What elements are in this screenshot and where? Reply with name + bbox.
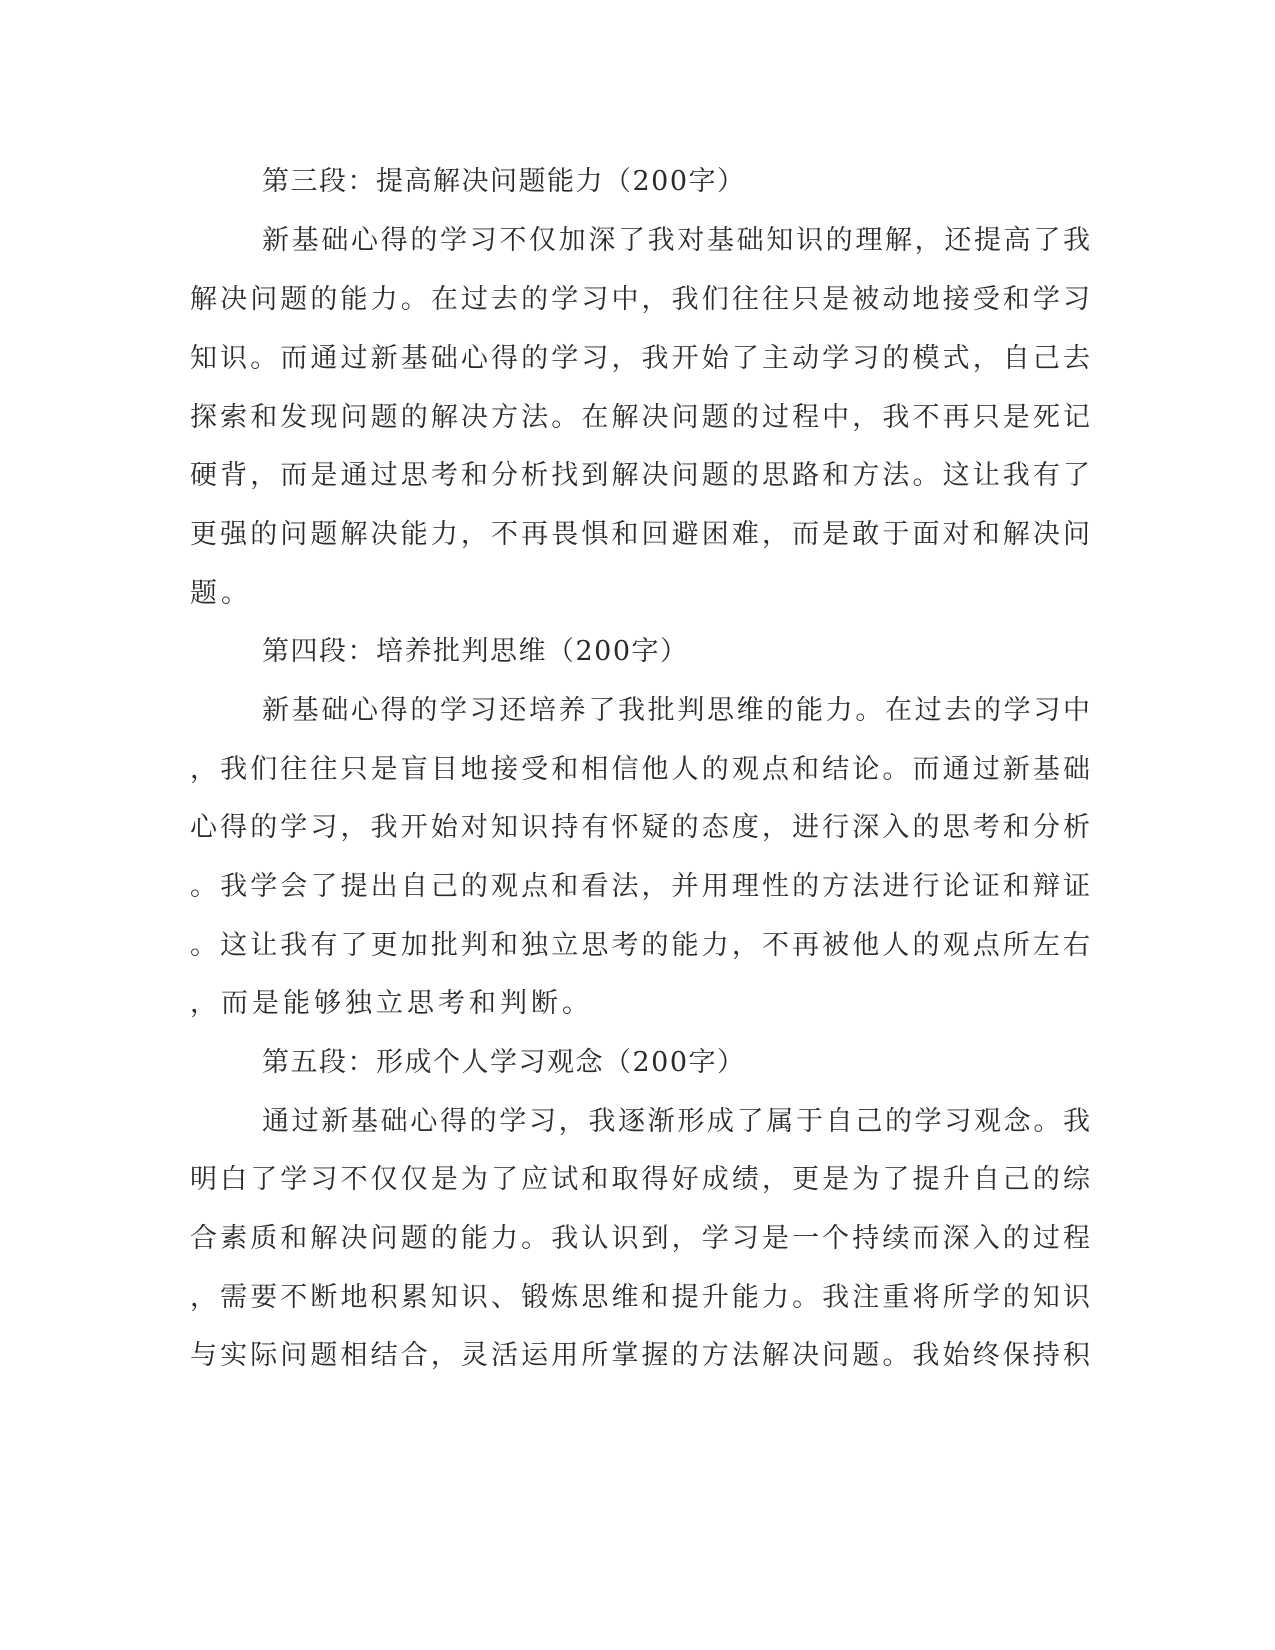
paragraph-line: 心得的学习，我开始对知识持有怀疑的态度，进行深入的思考和分析: [190, 812, 1090, 843]
paragraph-line: 题。: [190, 578, 252, 609]
paragraph-line: ，需要不断地积累知识、锻炼思维和提升能力。我注重将所学的知识: [190, 1282, 1090, 1313]
paragraph-line: 通过新基础心得的学习，我逐渐形成了属于自己的学习观念。我: [262, 1106, 1090, 1137]
paragraph-line: 探索和发现问题的解决方法。在解决问题的过程中，我不再只是死记: [190, 402, 1090, 433]
paragraph-line: 解决问题的能力。在过去的学习中，我们往往只是被动地接受和学习: [190, 284, 1090, 315]
paragraph-line: 知识。而通过新基础心得的学习，我开始了主动学习的模式，自己去: [190, 343, 1090, 374]
paragraph-line: 硬背，而是通过思考和分析找到解决问题的思路和方法。这让我有了: [190, 460, 1090, 491]
paragraph-line: 与实际问题相结合，灵活运用所掌握的方法解决问题。我始终保持积: [190, 1340, 1090, 1371]
paragraph-line: 新基础心得的学习不仅加深了我对基础知识的理解，还提高了我: [262, 225, 1090, 256]
section-heading: 第四段：培养批判思维（200字）: [262, 636, 689, 667]
paragraph-line: 。我学会了提出自己的观点和看法，并用理性的方法进行论证和辩证: [190, 871, 1090, 902]
section-heading: 第三段：提高解决问题能力（200字）: [262, 166, 746, 197]
paragraph-line: ，我们往往只是盲目地接受和相信他人的观点和结论。而通过新基础: [190, 754, 1090, 785]
paragraph-line: 新基础心得的学习还培养了我批判思维的能力。在过去的学习中: [262, 695, 1090, 726]
paragraph-line: 合素质和解决问题的能力。我认识到，学习是一个持续而深入的过程: [190, 1223, 1090, 1254]
paragraph-line: 。这让我有了更加批判和独立思考的能力，不再被他人的观点所左右: [190, 930, 1090, 961]
paragraph-line: ，而是能够独立思考和判断。: [190, 988, 593, 1019]
paragraph-line: 更强的问题解决能力，不再畏惧和回避困难，而是敢于面对和解决问: [190, 519, 1090, 550]
paragraph-line: 明白了学习不仅仅是为了应试和取得好成绩，更是为了提升自己的综: [190, 1164, 1090, 1195]
section-heading: 第五段：形成个人学习观念（200字）: [262, 1047, 746, 1078]
